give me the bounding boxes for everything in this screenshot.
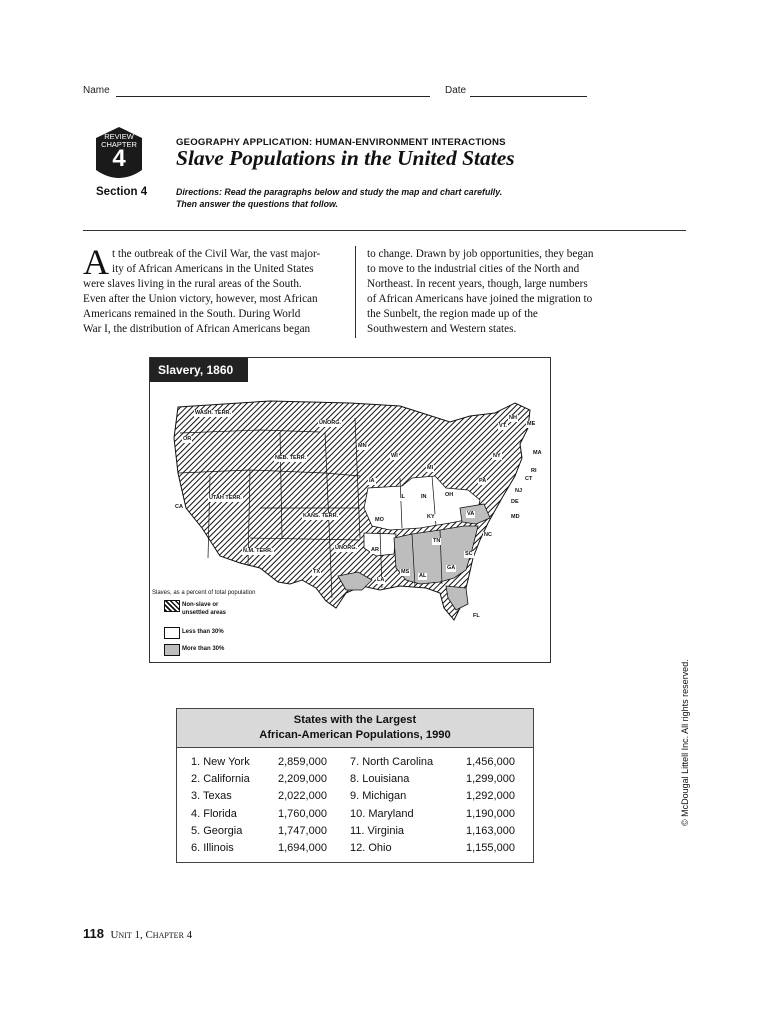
map-label-pa: PA bbox=[479, 478, 487, 484]
state-name: 7. North Carolina bbox=[350, 755, 434, 768]
map-title: Slavery, 1860 bbox=[150, 358, 248, 382]
map-label-de: DE bbox=[511, 499, 519, 505]
legend-label-less-30: Less than 30% bbox=[182, 629, 224, 635]
map-label-ri: RI bbox=[531, 468, 537, 474]
name-label: Name bbox=[83, 85, 110, 96]
table-row bbox=[350, 839, 530, 856]
legend-swatch-white bbox=[164, 627, 180, 639]
map-label-ny: NY bbox=[493, 453, 501, 459]
state-population: 2,022,000 bbox=[278, 790, 327, 803]
map-label-va: VA bbox=[467, 511, 475, 517]
page-number: 118 bbox=[83, 926, 104, 941]
state-name: 9. Michigan bbox=[350, 790, 407, 803]
state-population: 1,292,000 bbox=[466, 790, 515, 803]
badge-review: REVIEW bbox=[104, 132, 134, 141]
table-title-line-1: States with the Largest bbox=[293, 714, 417, 726]
map-label-kans-terr: KANS. TERR. bbox=[303, 513, 339, 519]
para-left-line-2: ity of African Americans in the United States bbox=[112, 263, 314, 275]
map-label-ia: IA bbox=[369, 478, 375, 484]
para-left-line-6: War I, the distribution of African Americans began bbox=[83, 323, 311, 335]
state-population: 1,155,000 bbox=[466, 842, 515, 855]
state-population: 1,760,000 bbox=[278, 807, 327, 820]
badge-chapter: CHAPTER bbox=[101, 140, 137, 149]
table-row bbox=[350, 753, 530, 770]
map-label-nm-terr: N.M. TERR. bbox=[243, 548, 273, 554]
slavery-map bbox=[149, 357, 551, 663]
drop-cap: A bbox=[83, 242, 109, 282]
map-label-nj: NJ bbox=[515, 488, 523, 494]
map-label-ct: CT bbox=[525, 476, 533, 482]
map-label-oh: OH bbox=[445, 492, 454, 498]
state-name: 5. Georgia bbox=[191, 824, 243, 837]
map-label-ky: KY bbox=[427, 514, 435, 520]
map-label-unorg-south: UNORG. bbox=[335, 545, 357, 551]
table-row bbox=[191, 753, 351, 770]
legend-swatch-hatch bbox=[164, 600, 180, 612]
state-population: 2,859,000 bbox=[278, 755, 327, 768]
map-label-or: OR bbox=[183, 436, 192, 442]
state-name: 2. California bbox=[191, 772, 250, 785]
state-population: 2,209,000 bbox=[278, 772, 327, 785]
table-left-column bbox=[191, 753, 351, 857]
state-name: 1. New York bbox=[191, 755, 250, 768]
para-left-line-1: t the outbreak of the Civil War, the vast major- bbox=[112, 248, 321, 260]
map-label-ma: MA bbox=[533, 450, 542, 456]
map-label-unorg-north: UNORG. bbox=[319, 420, 341, 426]
para-right-line-1: to change. Drawn by job opportunities, they began bbox=[367, 248, 594, 260]
state-population: 1,190,000 bbox=[466, 807, 515, 820]
table-row bbox=[191, 788, 351, 805]
directions-line-2: Then answer the questions that follow. bbox=[176, 199, 338, 209]
table-row bbox=[191, 822, 351, 839]
date-label: Date bbox=[445, 85, 467, 96]
table-right-column bbox=[350, 753, 530, 857]
map-label-mn: MN bbox=[358, 443, 367, 449]
footer-unit: Unit 1, Chapter 4 bbox=[110, 929, 193, 941]
map-label-mo: MO bbox=[375, 517, 384, 523]
table-row bbox=[191, 770, 351, 787]
state-name: 11. Virginia bbox=[350, 824, 405, 837]
state-name: 12. Ohio bbox=[350, 842, 392, 855]
table-row bbox=[350, 788, 530, 805]
map-label-ms: MS bbox=[401, 569, 410, 575]
state-population: 1,694,000 bbox=[278, 842, 327, 855]
state-population: 1,456,000 bbox=[466, 755, 515, 768]
state-name: 4. Florida bbox=[191, 807, 237, 820]
map-label-fl: FL bbox=[473, 613, 480, 619]
date-field[interactable] bbox=[470, 96, 587, 97]
legend-label-nonslave: Non-slave or unsettled areas bbox=[182, 602, 227, 616]
map-label-wi: WI bbox=[391, 453, 398, 459]
population-table bbox=[176, 708, 534, 863]
map-label-sc: SC bbox=[465, 551, 473, 557]
table-row bbox=[350, 805, 530, 822]
state-population: 1,299,000 bbox=[466, 772, 515, 785]
table-row bbox=[191, 839, 351, 856]
map-label-al: AL bbox=[419, 573, 427, 579]
legend-title: Slaves, as a percent of total population bbox=[152, 590, 256, 596]
para-right-line-4: of African Americans have joined the migration to bbox=[367, 293, 593, 305]
table-header bbox=[177, 709, 533, 748]
table-row bbox=[191, 805, 351, 822]
legend-swatch-gray bbox=[164, 644, 180, 656]
map-label-wash-terr: WASH. TERR. bbox=[195, 410, 232, 416]
map-label-me: ME bbox=[527, 421, 536, 427]
column-divider bbox=[355, 246, 356, 338]
para-left-line-4: Even after the Union victory, however, most African bbox=[83, 293, 318, 305]
map-label-md: MD bbox=[511, 514, 520, 520]
para-right-line-3: Northeast. In recent years, though, large numbers bbox=[367, 278, 588, 290]
page-footer bbox=[83, 925, 192, 943]
map-label-in: IN bbox=[421, 494, 427, 500]
state-population: 1,747,000 bbox=[278, 824, 327, 837]
state-name: 10. Maryland bbox=[350, 807, 414, 820]
map-label-ar: AR bbox=[371, 547, 379, 553]
map-label-neb-terr: NEB. TERR. bbox=[275, 455, 307, 461]
map-label-tx: TX bbox=[313, 569, 321, 575]
map-label-vt: VT. bbox=[499, 423, 507, 429]
state-name: 6. Illinois bbox=[191, 842, 234, 855]
map-label-nc: NC bbox=[484, 532, 492, 538]
para-left-line-3: were slaves living in the rural areas of the South. bbox=[83, 278, 302, 290]
map-label-nh: NH bbox=[509, 415, 517, 421]
page-title: Slave Populations in the United States bbox=[176, 146, 515, 170]
section-label: Section 4 bbox=[96, 186, 148, 198]
map-label-tn: TN bbox=[433, 538, 441, 544]
copyright-notice: © McDougal Littell Inc. All rights reserved. bbox=[680, 659, 690, 826]
title-divider bbox=[83, 230, 686, 231]
map-label-ca: CA bbox=[175, 504, 183, 510]
map-label-utah-terr: UTAH TERR. bbox=[209, 495, 242, 501]
paragraph-right bbox=[367, 247, 629, 337]
para-left-line-5: Americans remained in the South. During World bbox=[83, 308, 301, 320]
chapter-badge bbox=[94, 126, 144, 186]
state-population: 1,163,000 bbox=[466, 824, 515, 837]
directions bbox=[176, 186, 502, 210]
table-row bbox=[350, 822, 530, 839]
map-label-il: IL bbox=[400, 494, 405, 500]
badge-number: 4 bbox=[112, 145, 126, 172]
state-name: 3. Texas bbox=[191, 790, 232, 803]
map-label-mi: MI bbox=[427, 465, 434, 471]
map-label-ga: GA bbox=[447, 565, 456, 571]
para-right-line-6: Southwestern and Western states. bbox=[367, 323, 517, 335]
table-row bbox=[350, 770, 530, 787]
state-name: 8. Louisiana bbox=[350, 772, 410, 785]
name-field[interactable] bbox=[116, 96, 430, 97]
para-right-line-2: to move to the industrial cities of the North and bbox=[367, 263, 580, 275]
paragraph-left bbox=[83, 242, 353, 337]
table-title-line-2: African-American Populations, 1990 bbox=[259, 729, 451, 741]
para-right-line-5: the Sunbelt, the region made up of the bbox=[367, 308, 538, 320]
legend-label-more-30: More than 30% bbox=[182, 646, 225, 652]
kicker: GEOGRAPHY APPLICATION: HUMAN-ENVIRONMENT INTERACTIONS bbox=[176, 137, 506, 148]
directions-line-1: Directions: Read the paragraphs below and study the map and chart carefully. bbox=[176, 187, 503, 197]
map-label-la: LA bbox=[377, 577, 385, 583]
